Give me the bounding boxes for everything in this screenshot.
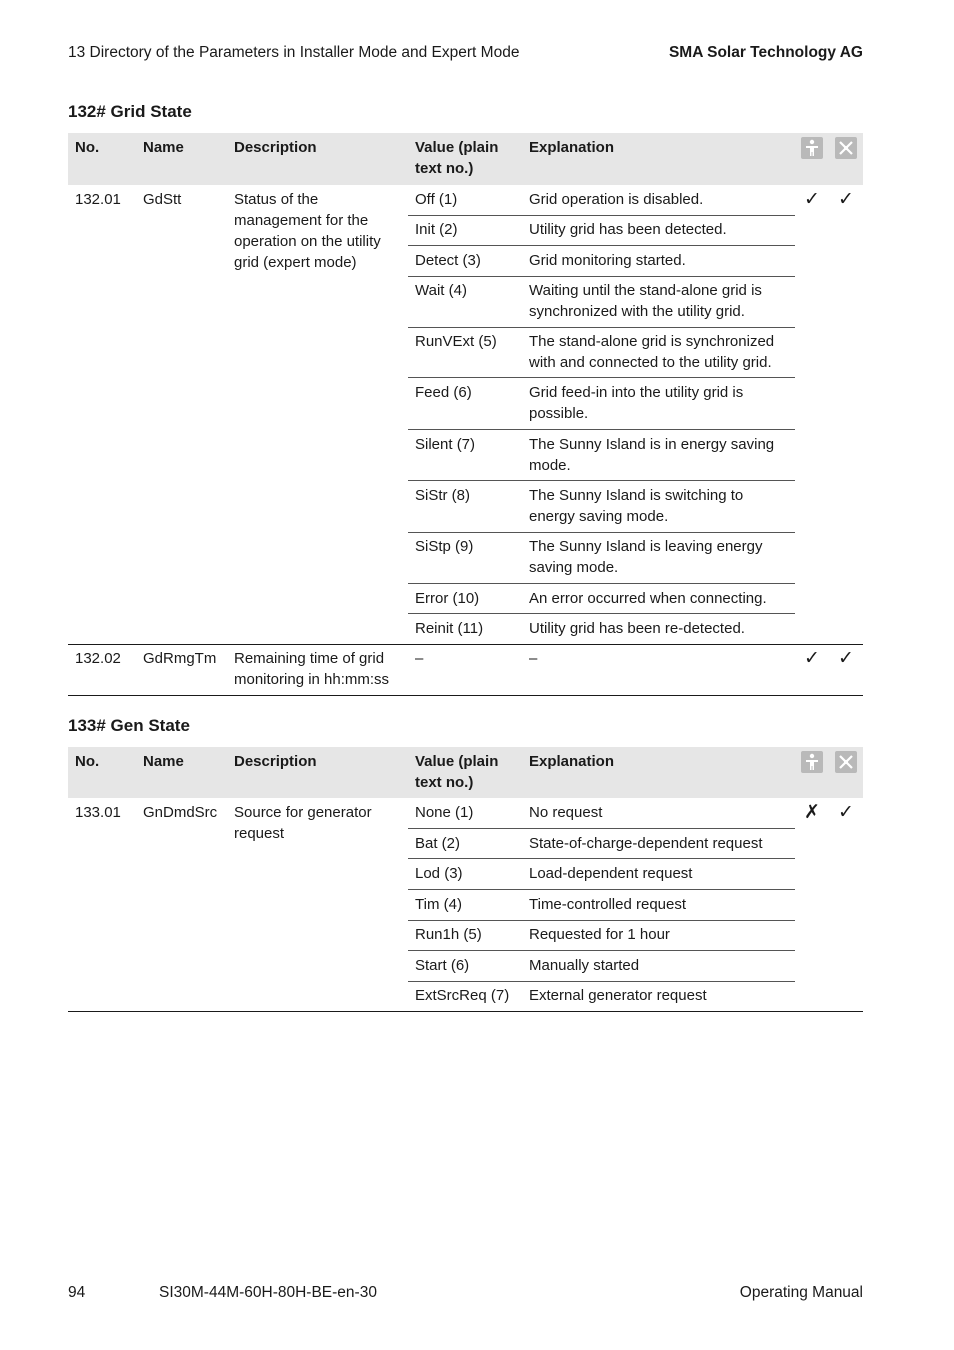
row-divider	[408, 889, 795, 890]
chapter-header: 13 Directory of the Parameters in Installer Mode and Expert Mode	[68, 44, 520, 61]
col-description: Description	[234, 139, 317, 156]
value-cell: SiStp (9)	[415, 538, 474, 555]
col-explanation: Explanation	[529, 753, 615, 770]
param-description: Status of the management for the operation on the utility grid (expert mode)	[234, 191, 381, 271]
explanation-cell: Utility grid has been detected.	[529, 221, 727, 238]
param-no: 132.02	[75, 650, 121, 667]
table-bottom-rule	[68, 695, 863, 696]
row-divider	[408, 532, 795, 533]
param-name: GnDmdSrc	[143, 804, 218, 821]
explanation-cell: External generator request	[529, 987, 707, 1004]
expert-icon	[835, 751, 857, 773]
page-number: 94	[68, 1284, 86, 1301]
value-cell: None (1)	[415, 804, 474, 821]
row-divider	[408, 828, 795, 829]
col-name: Name	[143, 753, 184, 770]
installer-icon	[801, 137, 823, 159]
row-divider	[408, 981, 795, 982]
param-description: Source for generator request	[234, 804, 372, 842]
value-cell: Tim (4)	[415, 896, 462, 913]
explanation-cell: The Sunny Island is leaving energy saving mode.	[529, 538, 763, 576]
param-no: 132.01	[75, 191, 121, 208]
row-divider	[68, 644, 863, 645]
table-bottom-rule	[68, 1011, 863, 1012]
explanation-cell: –	[529, 650, 538, 667]
col-value: Value (plain text no.)	[415, 753, 499, 791]
row-divider	[408, 245, 795, 246]
value-cell: Feed (6)	[415, 384, 472, 401]
row-divider	[408, 920, 795, 921]
section-title-133: 133# Gen State	[68, 716, 190, 735]
row-divider	[408, 950, 795, 951]
explanation-cell: Requested for 1 hour	[529, 926, 670, 943]
document-id: SI30M-44M-60H-80H-BE-en-30	[159, 1284, 377, 1301]
row-divider	[408, 327, 795, 328]
explanation-cell: Manually started	[529, 957, 640, 974]
row-divider	[408, 480, 795, 481]
expert-check: ✓	[838, 648, 854, 669]
installer-check: ✓	[804, 189, 820, 210]
value-cell: SiStr (8)	[415, 487, 471, 504]
value-cell: –	[415, 650, 424, 667]
value-cell: Lod (3)	[415, 865, 463, 882]
row-divider	[408, 858, 795, 859]
value-cell: Start (6)	[415, 957, 470, 974]
explanation-cell: Grid operation is disabled.	[529, 191, 704, 208]
row-divider	[408, 583, 795, 584]
explanation-cell: Waiting until the stand-alone grid is synchronized with the utility grid.	[529, 282, 762, 320]
explanation-cell: Grid monitoring started.	[529, 252, 686, 269]
value-cell: Run1h (5)	[415, 926, 482, 943]
row-divider	[408, 215, 795, 216]
explanation-cell: Load-dependent request	[529, 865, 693, 882]
col-description: Description	[234, 753, 317, 770]
explanation-cell: The Sunny Island is in energy saving mode.	[529, 436, 775, 474]
row-divider	[408, 429, 795, 430]
explanation-cell: Utility grid has been re-detected.	[529, 620, 745, 637]
value-cell: Wait (4)	[415, 282, 467, 299]
explanation-cell: State-of-charge-dependent request	[529, 835, 763, 852]
param-no: 133.01	[75, 804, 121, 821]
col-name: Name	[143, 139, 184, 156]
value-cell: Error (10)	[415, 590, 480, 607]
section-title-132: 132# Grid State	[68, 102, 192, 121]
expert-icon	[835, 137, 857, 159]
explanation-cell: The Sunny Island is switching to energy saving mode.	[529, 487, 744, 525]
row-divider	[408, 377, 795, 378]
explanation-cell: The stand-alone grid is synchronized with and connected to the utility grid.	[529, 333, 775, 371]
installer-cross: ✗	[804, 802, 820, 823]
value-cell: Detect (3)	[415, 252, 481, 269]
explanation-cell: Time-controlled request	[529, 896, 687, 913]
col-no: No.	[75, 139, 100, 156]
row-divider	[408, 276, 795, 277]
value-cell: ExtSrcReq (7)	[415, 987, 510, 1004]
value-cell: Bat (2)	[415, 835, 461, 852]
explanation-cell: Grid feed-in into the utility grid is possible.	[529, 384, 744, 422]
installer-icon	[801, 751, 823, 773]
row-divider	[408, 613, 795, 614]
expert-check: ✓	[838, 189, 854, 210]
param-name: GdRmgTm	[143, 650, 217, 667]
col-value: Value (plain text no.)	[415, 139, 499, 177]
param-description: Remaining time of grid monitoring in hh:mm:ss	[234, 650, 390, 688]
col-no: No.	[75, 753, 100, 770]
explanation-cell: An error occurred when connecting.	[529, 590, 767, 607]
explanation-cell: No request	[529, 804, 603, 821]
value-cell: Init (2)	[415, 221, 458, 238]
value-cell: Reinit (11)	[415, 620, 484, 637]
company-name: SMA Solar Technology AG	[668, 44, 863, 61]
col-explanation: Explanation	[529, 139, 615, 156]
installer-check: ✓	[804, 648, 820, 669]
value-cell: Silent (7)	[415, 436, 476, 453]
param-name: GdStt	[143, 191, 182, 208]
manual-title: Operating Manual	[739, 1284, 863, 1301]
expert-check: ✓	[838, 802, 854, 823]
value-cell: RunVExt (5)	[415, 333, 497, 350]
value-cell: Off (1)	[415, 191, 458, 208]
